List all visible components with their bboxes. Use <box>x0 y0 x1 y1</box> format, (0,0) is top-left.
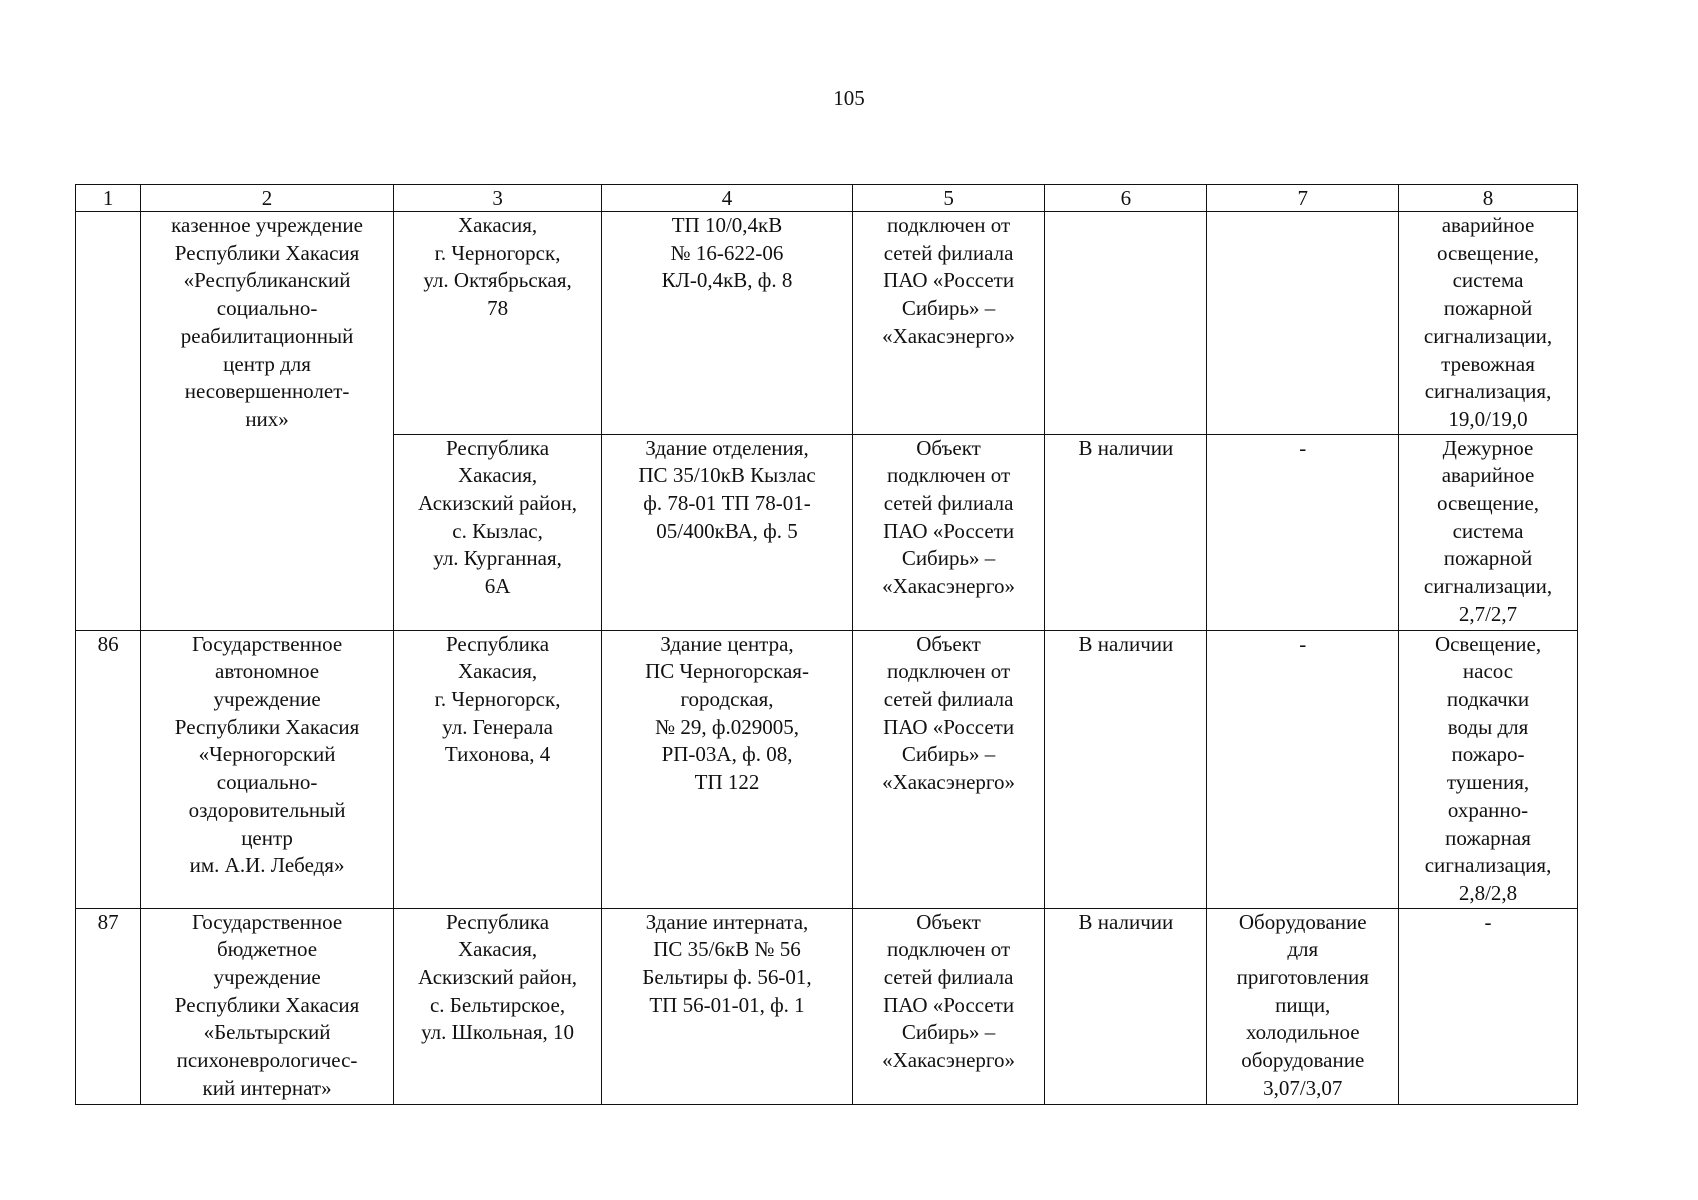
column-header: 2 <box>141 185 394 212</box>
critical-consumers: Дежурное аварийное освещение, система пожарной сигнализации, 2,7/2,7 <box>1399 434 1578 630</box>
critical-consumers: аварийное освещение, система пожарной сигнализации, тревожная сигнализация, 19,0/19,0 <box>1399 212 1578 435</box>
column-header: 4 <box>602 185 853 212</box>
backup-availability: В наличии <box>1045 630 1207 908</box>
object-address: Республика Хакасия, Аскизский район, с. Бельтирское, ул. Школьная, 10 <box>393 908 601 1104</box>
backup-availability: В наличии <box>1045 908 1207 1104</box>
power-supply-source: Здание интерната, ПС 35/6кВ № 56 Бельтиры ф. 56-01, ТП 56-01-01, ф. 1 <box>602 908 853 1104</box>
organization-name: казенное учреждение Республики Хакасия «Республиканский социально- реабилитационный центр для несовершеннолет- них» <box>141 212 394 631</box>
organization-name: Государственное бюджетное учреждение Республики Хакасия «Бельтырский психоневрологичес- кий интернат» <box>141 908 394 1104</box>
power-supply-source: Здание центра, ПС Черногорская- городская, № 29, ф.029005, РП-03А, ф. 08, ТП 122 <box>602 630 853 908</box>
table-row <box>76 908 1578 1104</box>
column-header: 5 <box>852 185 1045 212</box>
organization-name: Государственное автономное учреждение Республики Хакасия «Черногорский социально- оздоровительный центр им. А.И. Лебедя» <box>141 630 394 908</box>
column-header: 1 <box>76 185 141 212</box>
row-number <box>76 212 141 631</box>
data-table <box>75 184 1578 1105</box>
critical-consumers: Освещение, насос подкачки воды для пожаро- тушения, охранно- пожарная сигнализация, 2,8/2,8 <box>1399 630 1578 908</box>
column-header: 3 <box>393 185 601 212</box>
connection-info: Объект подключен от сетей филиала ПАО «Россети Сибирь» – «Хакасэнерго» <box>852 434 1045 630</box>
object-address: Хакасия, г. Черногорск, ул. Октябрьская, 78 <box>393 212 601 435</box>
backup-equipment: - <box>1207 434 1399 630</box>
backup-availability <box>1045 212 1207 435</box>
table-row <box>76 212 1578 435</box>
table-header-row <box>76 185 1578 212</box>
critical-consumers: - <box>1399 908 1578 1104</box>
object-address: Республика Хакасия, Аскизский район, с. Кызлас, ул. Курганная, 6А <box>393 434 601 630</box>
object-address: Республика Хакасия, г. Черногорск, ул. Генерала Тихонова, 4 <box>393 630 601 908</box>
connection-info: подключен от сетей филиала ПАО «Россети Сибирь» – «Хакасэнерго» <box>852 212 1045 435</box>
backup-equipment: - <box>1207 630 1399 908</box>
column-header: 8 <box>1399 185 1578 212</box>
backup-availability: В наличии <box>1045 434 1207 630</box>
row-number: 87 <box>76 908 141 1104</box>
power-supply-source: Здание отделения, ПС 35/10кВ Кызлас ф. 78-01 ТП 78-01- 05/400кВА, ф. 5 <box>602 434 853 630</box>
connection-info: Объект подключен от сетей филиала ПАО «Россети Сибирь» – «Хакасэнерго» <box>852 630 1045 908</box>
table-row <box>76 630 1578 908</box>
page-number: 105 <box>833 86 865 110</box>
column-header: 7 <box>1207 185 1399 212</box>
backup-equipment <box>1207 212 1399 435</box>
backup-equipment: Оборудование для приготовления пищи, холодильное оборудование 3,07/3,07 <box>1207 908 1399 1104</box>
column-header: 6 <box>1045 185 1207 212</box>
connection-info: Объект подключен от сетей филиала ПАО «Россети Сибирь» – «Хакасэнерго» <box>852 908 1045 1104</box>
power-supply-source: ТП 10/0,4кВ № 16-622-06 КЛ-0,4кВ, ф. 8 <box>602 212 853 435</box>
row-number: 86 <box>76 630 141 908</box>
